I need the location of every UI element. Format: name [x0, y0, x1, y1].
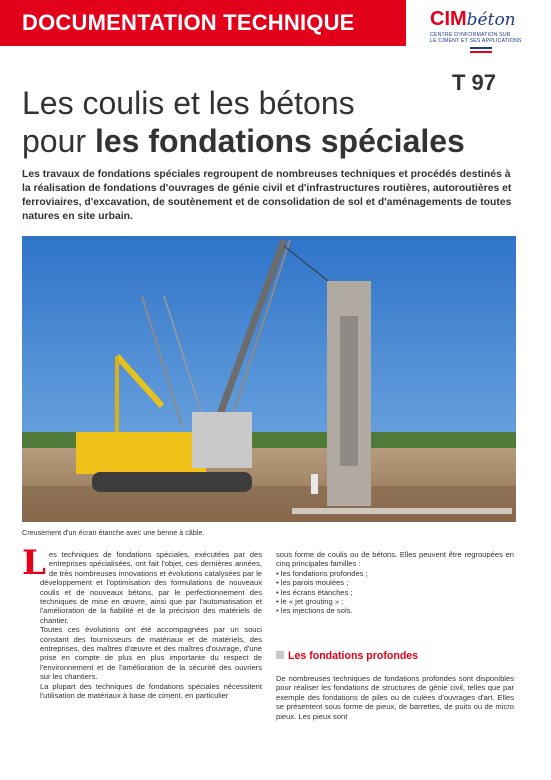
list-item: • le « jet grouting » ;: [276, 597, 514, 606]
list-item: • les injections de sols.: [276, 606, 514, 615]
flag-icon: [470, 47, 492, 53]
logo-wordmark: [430, 8, 540, 31]
logo-cim: CIM: [430, 8, 467, 30]
body-left-paragraph-3: La plupart des techniques de fondations spéciales nécessitent l'utilisation de matériaux à base de ciment, en particulier: [40, 681, 262, 701]
crane-photo-illustration: [22, 236, 516, 522]
list-item: • les parois moulées ;: [276, 578, 514, 587]
photo-caption: Creusement d'un écran étanche avec une benne à câble.: [22, 528, 205, 537]
construction-photo: [22, 236, 516, 522]
page-title: [22, 84, 542, 160]
header-band-text: DOCUMENTATION TECHNIQUE: [22, 10, 355, 35]
list-item: • les écrans étanches ;: [276, 588, 514, 597]
body-column-left: [22, 543, 262, 701]
families-list: [276, 569, 514, 616]
dropcap: L: [22, 543, 46, 583]
body-right-paragraph-2: De nombreuses techniques de fondations profondes sont disponibles pour réaliser les fondations de structures de génie civil, telles que par exemple des fondations de piles ou de culées d'ouvrages d'art. Elles se présentent sous forme de pieux, de barrettes, de puits ou de micro pieux. Les pieux sont: [276, 674, 514, 721]
section-heading: [276, 650, 418, 662]
logo-beton: béton: [466, 10, 516, 30]
title-line2-bold: les fondations spéciales: [94, 123, 465, 159]
body-column-right: [276, 550, 514, 616]
title-line2: [22, 122, 542, 160]
title-line2-plain: pour: [22, 123, 95, 159]
title-line1: Les coulis et les bétons: [22, 85, 355, 121]
cimbeton-logo: [430, 8, 540, 58]
logo-subtitle-line1: CENTRE D'INFORMATION SUR: [430, 32, 511, 38]
body-left-paragraph-2: Toutes ces évolutions ont été accompagnées par un souci constant des fournisseurs de matériaux et de matériels, des entreprises, des maîtres d'œuvre et des maîtres d'ouvrage, d'une prise en compte de plus en plus importante du respect de l'environnement et de l'amélioration de la sécurité des ouvriers sur les chantiers.: [40, 625, 262, 682]
intro-paragraph: Les travaux de fondations spéciales regroupent de nombreuses techniques et procédés destinés à la réalisation de fondations d'ouvrages de génie civil et d'infrastructures routières, autoroutières et ferroviaires, d'excavation, de soutènement et de consolidation de sol et d'aménagements de toutes natures en site urbain.: [22, 169, 512, 222]
list-item: • les fondations profondes ;: [276, 569, 514, 578]
logo-subtitle-line2: LE CIMENT ET SES APPLICATIONS: [430, 38, 522, 44]
section-heading-text: Les fondations profondes: [288, 650, 419, 662]
header-band: [0, 0, 406, 46]
square-bullet-icon: [276, 651, 284, 659]
body-left-paragraph-1: es techniques de fondations spéciales, exécutées par des entreprises spécialisées, ont fait l'objet, ces dernières années, de très nombreuses innovations et évolutions catalysées par le développement et l'optimisation des formulations de nouveaux coulis et de nouveaux bétons, par le perfectionnement des techniques de mise en œuvre, ainsi que par l'automatisation et l'amélioration de la fiabilité et de la précision des matériels de chantier.: [40, 550, 262, 625]
logo-subtitle: [430, 32, 540, 44]
document-code: T 97: [452, 70, 497, 95]
body-right-paragraph-1: sous forme de coulis ou de bétons. Elles peuvent être regroupées en cinq principales familles :: [276, 550, 514, 569]
